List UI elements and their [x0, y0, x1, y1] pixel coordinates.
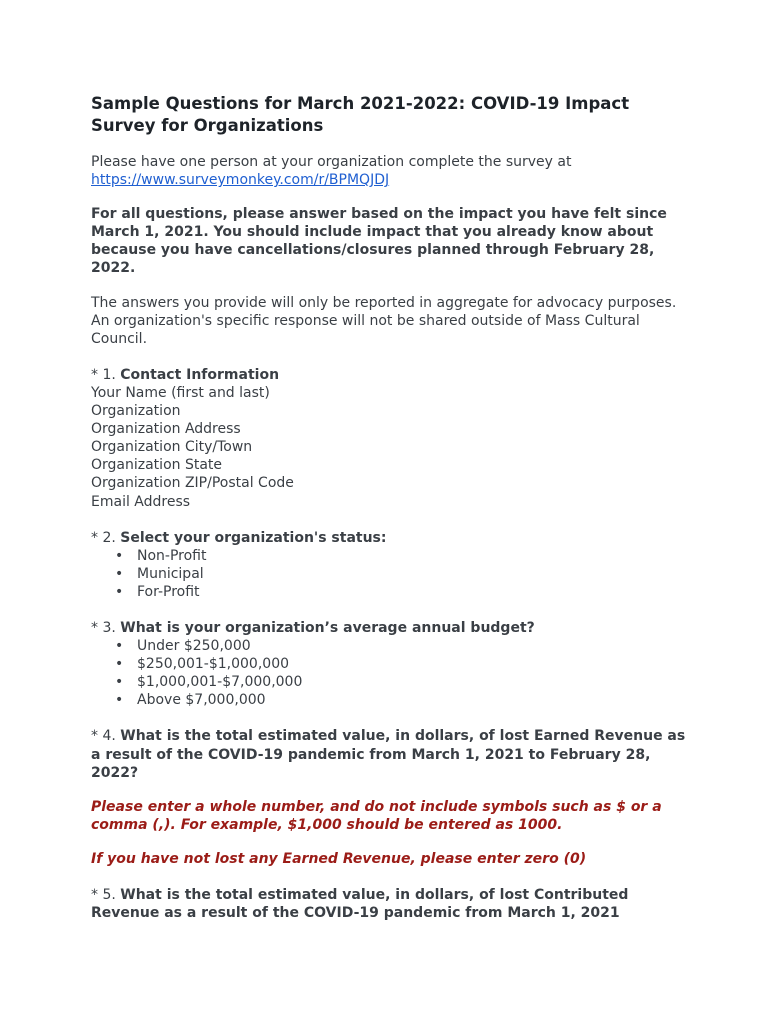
question-number: * 4.: [91, 728, 116, 745]
budget-options-list: [91, 637, 691, 709]
question-number: * 2.: [91, 529, 116, 546]
field-label: Your Name (first and last): [91, 384, 270, 401]
instruction-note: If you have not lost any Earned Revenue, please enter zero (0): [91, 850, 587, 867]
question-1: [91, 366, 691, 511]
bullet-icon: •: [115, 674, 124, 691]
bullet-icon: •: [115, 656, 124, 673]
bullet-icon: •: [115, 565, 124, 582]
question-text: What is the total estimated value, in dollars, of lost Contributed Revenue as a result of the COVID-19 pandemic from March 1, 2021: [91, 887, 629, 922]
field-label: Organization State: [91, 457, 223, 474]
list-item: [115, 673, 691, 691]
instruction-note: Please enter a whole number, and do not include symbols such as $ or a comma (,). For example, $1,000 should be entered as 1000.: [91, 798, 662, 833]
question-text: Select your organization's status:: [120, 529, 387, 546]
list-item: [115, 655, 691, 673]
question-number: * 3.: [91, 619, 116, 636]
field-label: Organization ZIP/Postal Code: [91, 475, 294, 492]
document-content: [91, 93, 691, 922]
privacy-paragraph: The answers you provide will only be reported in aggregate for advocacy purposes. An organization's specific response will not be shared outside of Mass Cultural Council.: [91, 294, 677, 347]
option-label: Under $250,000: [137, 638, 251, 655]
question-text: What is the total estimated value, in dollars, of lost Earned Revenue as a result of the COVID-19 pandemic from March 1, 2021 to February 28, 2022?: [91, 728, 686, 781]
intro-paragraph: [91, 153, 691, 189]
list-item: [115, 583, 691, 601]
list-item: [115, 637, 691, 655]
question-text: Contact Information: [120, 366, 280, 383]
list-item: [115, 565, 691, 583]
field-label: Organization Address: [91, 421, 241, 438]
bullet-icon: •: [115, 692, 124, 709]
field-label: Organization: [91, 403, 181, 420]
instructions-paragraph: For all questions, please answer based on the impact you have felt since March 1, 2021. You should include impact that you already know about because you have cancellations/closures planned through February 28, 2022.: [91, 206, 667, 277]
question-4: [91, 727, 691, 868]
option-label: Municipal: [137, 565, 204, 582]
list-item: [115, 691, 691, 709]
list-item: [115, 547, 691, 565]
field-label: Organization City/Town: [91, 439, 253, 456]
question-number: * 1.: [91, 366, 116, 383]
option-label: $1,000,001-$7,000,000: [137, 674, 303, 691]
field-label: Email Address: [91, 493, 191, 510]
option-label: Above $7,000,000: [137, 692, 266, 709]
bullet-icon: •: [115, 547, 124, 564]
bullet-icon: •: [115, 583, 124, 600]
document-title: Sample Questions for March 2021-2022: COVID-19 Impact Survey for Organizations: [91, 94, 630, 135]
contact-fields-list: [91, 384, 691, 511]
status-options-list: [91, 547, 691, 601]
question-5: [91, 886, 691, 922]
option-label: $250,001-$1,000,000: [137, 656, 290, 673]
question-text: What is your organization’s average annual budget?: [120, 619, 535, 636]
question-number: * 5.: [91, 887, 116, 903]
bullet-icon: •: [115, 638, 124, 655]
survey-link[interactable]: https://www.surveymonkey.com/r/BPMQJDJ: [91, 172, 390, 189]
question-3: [91, 619, 691, 709]
option-label: Non-Profit: [137, 547, 207, 564]
intro-text: Please have one person at your organization complete the survey at: [91, 154, 572, 170]
question-2: [91, 529, 691, 601]
option-label: For-Profit: [137, 583, 200, 600]
